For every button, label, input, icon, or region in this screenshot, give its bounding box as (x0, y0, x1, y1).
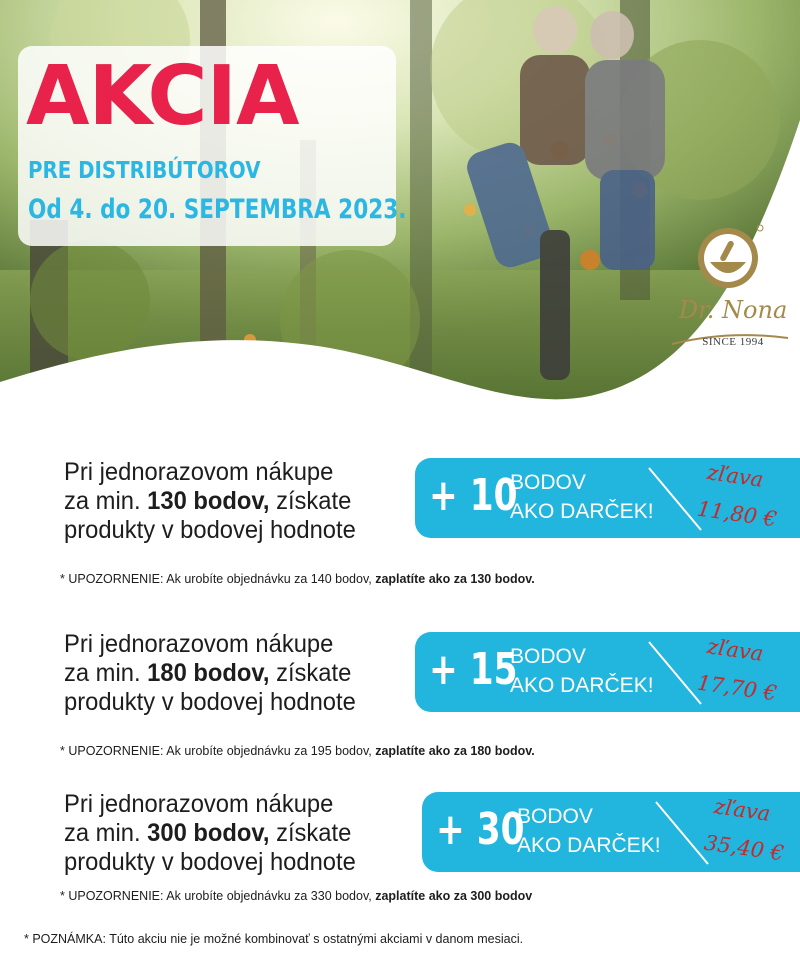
offer-min-points: 180 bodov, (147, 659, 270, 687)
discount-amount: 17,70 € (695, 670, 779, 706)
brand-since: SINCE 1994 (702, 336, 764, 348)
bonus-points: + 10 (429, 470, 518, 521)
offer-line: produkty v bodovej hodnote (64, 516, 356, 544)
warning-note-2 (60, 744, 535, 758)
offer-line: Pri jednorazovom nákupe (64, 630, 334, 658)
divider-slash-icon (645, 638, 705, 708)
offer-text-part: získate (269, 659, 352, 687)
note-bold: zaplatíte ako za 180 bodov. (375, 744, 535, 758)
bonus-label (510, 642, 654, 700)
offer-description-3 (64, 790, 356, 877)
warning-note-3 (60, 889, 532, 903)
discount-amount: 11,80 € (695, 496, 779, 532)
bonus-banner-1 (415, 458, 800, 538)
offer-description-1 (64, 458, 356, 545)
promo-dates: Od 4. do 20. SEPTEMBRA 2023. (28, 194, 407, 225)
discount-label: zľava (705, 634, 765, 666)
warning-note-1 (60, 572, 535, 586)
offer-line: Pri jednorazovom nákupe (64, 790, 334, 818)
brand-logo-emblem (664, 222, 800, 354)
offer-line: produkty v bodovej hodnote (64, 688, 356, 716)
brand-name: Dr. Nona (678, 296, 788, 324)
offer-text-part: získate (269, 819, 352, 847)
offer-text-part: za min. (64, 487, 148, 515)
bonus-banner-2 (415, 632, 800, 712)
bonus-label-line: BODOV (510, 471, 586, 494)
promo-title: AKCIA (26, 49, 299, 144)
discount-label: zľava (712, 794, 772, 826)
promo-subtitle: PRE DISTRIBÚTOROV (28, 158, 261, 184)
offer-text-part: získate (269, 487, 352, 515)
offer-min-points: 130 bodov, (147, 487, 270, 515)
bonus-label-line: AKO DARČEK! (510, 500, 654, 523)
offer-min-points: 300 bodov, (147, 819, 270, 847)
bonus-label (510, 468, 654, 526)
bonus-label-line: AKO DARČEK! (510, 674, 654, 697)
bonus-label-line: BODOV (517, 805, 593, 828)
discount-amount: 35,40 € (702, 830, 786, 866)
note-bold: zaplatíte ako za 300 bodov (375, 889, 533, 903)
note-bold: zaplatíte ako za 130 bodov. (375, 572, 535, 586)
footnote: * POZNÁMKA: Túto akciu nie je možné kombinovať s ostatnými akciami v danom mesiaci. (24, 932, 524, 946)
offer-description-2 (64, 630, 356, 717)
divider-slash-icon (652, 798, 712, 868)
note-text: * UPOZORNENIE: Ak urobíte objednávku za 330 bodov, (60, 889, 376, 903)
discount-label: zľava (705, 460, 765, 492)
offer-line: Pri jednorazovom nákupe (64, 458, 334, 486)
offer-text-part: za min. (64, 819, 148, 847)
hero-photo (0, 0, 800, 420)
bonus-label (517, 802, 661, 860)
bonus-label-line: AKO DARČEK! (517, 834, 661, 857)
note-text: * UPOZORNENIE: Ak urobíte objednávku za 140 bodov, (60, 572, 376, 586)
bonus-points: + 30 (436, 804, 525, 855)
bonus-points: + 15 (429, 644, 518, 695)
offer-text-part: za min. (64, 659, 148, 687)
bonus-label-line: BODOV (510, 645, 586, 668)
offer-line: produkty v bodovej hodnote (64, 848, 356, 876)
bonus-banner-3 (422, 792, 800, 872)
divider-slash-icon (645, 464, 705, 534)
note-text: * UPOZORNENIE: Ak urobíte objednávku za 195 bodov, (60, 744, 376, 758)
